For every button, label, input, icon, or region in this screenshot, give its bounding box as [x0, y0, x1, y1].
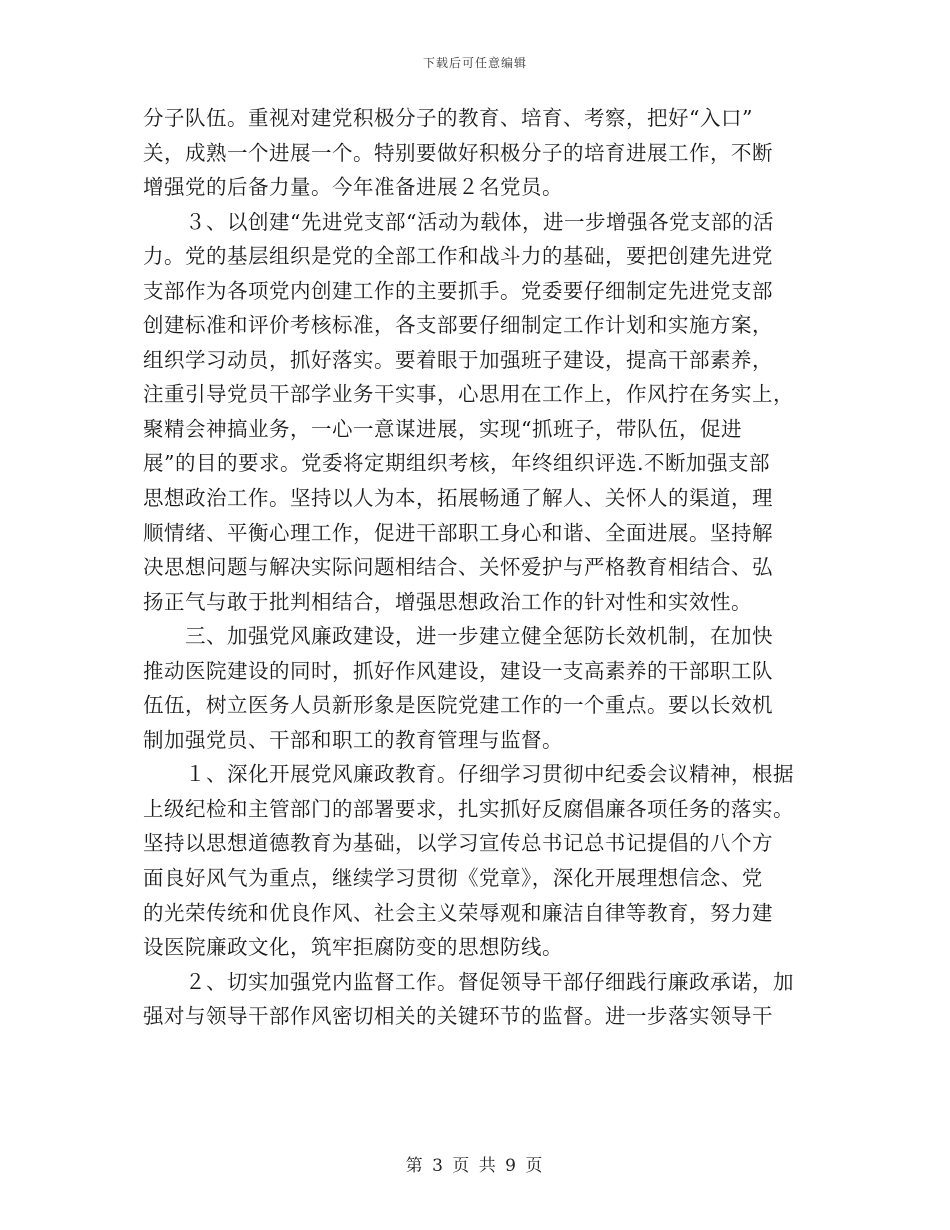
document-body	[143, 101, 803, 1034]
text-line: ３、以创建“先进党支部“活动为载体，进一步增强各党支部的活	[143, 209, 774, 234]
text-line: 设医院廉政文化，筑牢拒腐防变的思想防线。	[143, 935, 563, 960]
text-line: 关，成熟一个进展一个。特别要做好积极分子的培育进展工作，不断	[143, 140, 773, 165]
text-line: 的光荣传统和优良作风、社会主义荣辱观和廉洁自律等教育，努力建	[143, 900, 773, 925]
text-line: 坚持以思想道德教育为基础，以学习宣传总书记总书记提倡的八个方	[143, 831, 773, 856]
page-footer: 第 3 页 共 9 页	[405, 1156, 545, 1176]
text-line: 制加强党员、干部和职工的教育管理与监督。	[143, 727, 563, 752]
text-line: 扬正气与敢于批判相结合，增强思想政治工作的针对性和实效性。	[143, 589, 752, 614]
text-line: 力。党的基层组织是党的全部工作和战斗力的基础，要把创建先进党	[143, 244, 773, 269]
text-line: 注重引导党员干部学业务干实事，心思用在工作上，作风拧在务实上，	[143, 382, 794, 407]
text-line: 聚精会神搞业务，一心一意谋进展，实现“抓班子，带队伍，促进	[143, 416, 742, 441]
text-line: 支部作为各项党内创建工作的主要抓手。党委要仔细制定先进党支部	[143, 278, 773, 303]
text-line: 顺情绪、平衡心理工作，促进干部职工身心和谐、全面进展。坚持解	[143, 520, 773, 545]
text-line: 决思想问题与解决实际问题相结合、关怀爱护与严格教育相结合、弘	[143, 555, 773, 580]
text-line: 展”的目的要求。党委将定期组织考核，年终组织评选.不断加强支部	[143, 451, 770, 476]
text-line: ２、切实加强党内监督工作。督促领导干部仔细践行廉政承诺，加	[143, 969, 794, 994]
text-line: 组织学习动员，抓好落实。要着眼于加强班子建设，提高干部素养，	[143, 347, 773, 372]
page-header: 下载后可任意编辑	[422, 56, 527, 70]
text-line: １、深化开展党风廉政教育。仔细学习贯彻中纪委会议精神，根据	[143, 762, 794, 787]
text-line: 增强党的后备力量。今年准备进展２名党员。	[143, 175, 563, 200]
text-line: 创建标准和评价考核标准，各支部要仔细制定工作计划和实施方案，	[143, 313, 773, 338]
text-line: 上级纪检和主管部门的部署要求，扎实抓好反腐倡廉各项任务的落实。	[143, 796, 794, 821]
text-line: 分子队伍。重视对建党积极分子的教育、培育、考察，把好“入口”	[143, 106, 753, 130]
text-line: 推动医院建设的同时，抓好作风建设，建设一支高素养的干部职工队	[143, 658, 773, 683]
text-line: 强对与领导干部作风密切相关的关键环节的监督。进一步落实领导干	[143, 1004, 773, 1029]
text-line: 面良好风气为重点，继续学习贯彻《党章》，深化开展理想信念、党	[143, 866, 763, 891]
text-line: 思想政治工作。坚持以人为本，拓展畅通了解人、关怀人的渠道，理	[143, 486, 773, 511]
text-line: 伍伍，树立医务人员新形象是医院党建工作的一个重点。要以长效机	[143, 693, 773, 718]
text-line: 三、加强党风廉政建设，进一步建立健全惩防长效机制，在加快	[143, 624, 773, 649]
